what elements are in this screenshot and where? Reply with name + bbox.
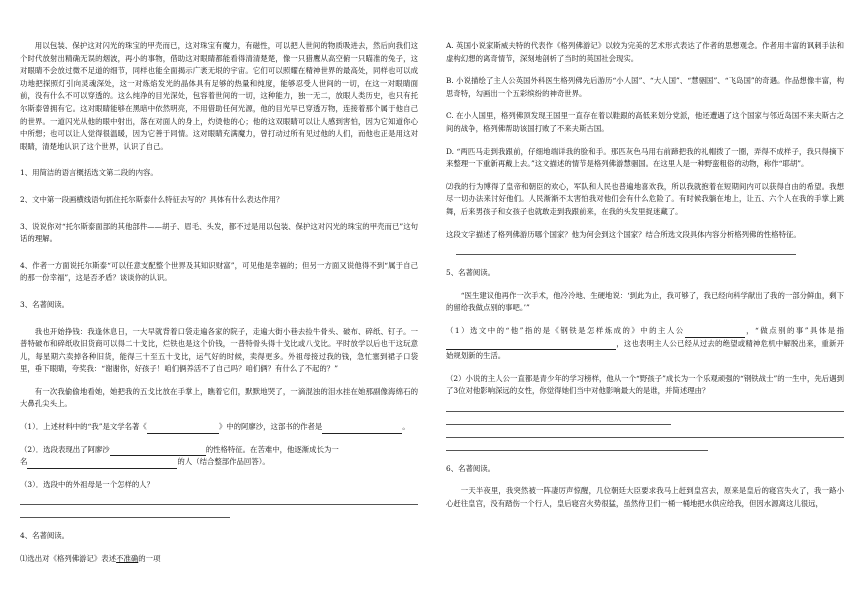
- answer-line[interactable]: [446, 437, 844, 438]
- question-2: 2、文中第一段画横线语句抓住托尔斯泰什么特征去写的？具体有什么表达作用？: [20, 194, 284, 204]
- section-heading-5: 5、名著阅读。: [446, 268, 496, 278]
- answer-line[interactable]: [456, 254, 796, 255]
- option-d: D. “两匹马走到我跟前，仔细地端详我的脸和手。那匹灰色马用右前蹄把我的礼帽拨了一圈，弄得不成样子，我只得摘下来整理一下重新再戴上去。”这文描述的情节是格列佛游慧骃国。在这里人是一种野蛮粗俗的动物，称作“耶胡”。: [446, 146, 844, 169]
- sub-question-3: （3）．选段中的外祖母是一个怎样的人？: [20, 479, 155, 489]
- question-gulliver: 这段文字描述了格列佛游历哪个国家？他为何会到这个国家？结合所选文段具体内容分析格列佛的性格特征。: [446, 229, 801, 239]
- sub-question-4-1: ⑴选出对《格列佛游记》表述不准确的一项: [20, 554, 161, 564]
- option-c: C. 在小人国里，格列佛顶发现王国里一直存在着以鞋跟的高低来划分党派，他还遭遇了这个国家与邻近岛国不来夫斯古之间的战争，格列佛帮助该国打败了不来夫斯古国。: [446, 111, 844, 133]
- answer-line[interactable]: [446, 424, 671, 425]
- sub-question-2: （2）．选段表现出了阿廖沙 的性格特征。在苦难中，他逐渐成长为一 名 的人（结合整部作品回答）。: [20, 444, 418, 469]
- answer-blank[interactable]: [110, 445, 206, 456]
- sub-question-5-1: （1）选文中的“他”指的是《钢铁是怎样炼成的》中的主人公 ，“做点别的事”具体是指，这也表明主人公已经从过去的绝望或精神危机中解脱出来，重新开始规划新的生活。: [446, 325, 845, 361]
- answer-line[interactable]: [446, 450, 708, 451]
- option-a: A. 英国小说家斯威夫特的代表作《格列佛游记》以较为完美的艺术形式表达了作者的思想观念。作者用丰富的讽刺手法和虚构幻想的离奇情节，深刻地剖析了当时的英国社会现实。: [446, 41, 844, 63]
- question-1: 1、用简洁的语言概括选文第二段的内容。: [20, 168, 158, 178]
- passage-fire: 一天半夜里，我突然被一阵凄厉声惊醒，几位朝廷大臣要求我马上赶到皇宫去，原来是皇后的寝宫失火了，我一路小心赶往皇宫，没有踏伤一个行人，皇后寝宫火势很猛，虽然侍卫们一桶一桶地把水供应给我，但因水源离这儿很远，: [446, 486, 844, 509]
- answer-line[interactable]: [20, 517, 230, 518]
- passage-gulliver: ⑵我的行为博得了皇帝和朝臣的欢心，军队和人民也普遍地喜欢我，所以我就抱着在短期间内可以获得自由的希望。我想尽一切办法来讨好他们。人民渐渐不太害怕我对他们会有什么危险了。有时候我躺在地上，让五、六个人在我的手掌上跳舞，后来男孩子和女孩子也就敢走到我跟前来，在我的头发里捉迷藏了。: [446, 181, 844, 216]
- passage-paragraph-childhood: 我也开始挣钱：我逢休息日，一大早就背着口袋走遍各家的院子，走遍大街小巷去捡牛骨头、破布、碎纸、钉子。一普特破布和碎纸收旧货商可以得二十戈比，烂铁也是这个价钱，一普特骨头得十戈比或八戈比。平时放学以后也干这玩意儿，每星期六卖掉各种旧货，能得三十至五十戈比，运气好的时候，卖得更多。外祖母接过我的钱，急忙塞到裙子口袋里，垂下眼睛，夸奖我：“谢谢你，好孩子！咱们俩养活不了自己吗？咱们俩？有什么了不起的？”: [20, 326, 418, 374]
- question-3: 3、说说你对“托尔斯泰面部的其他部件——胡子、眉毛、头发，都不过是用以包装、保护这对闪光的珠宝的甲壳而已”这句话的理解。: [20, 221, 418, 244]
- answer-line[interactable]: [20, 504, 418, 505]
- passage-steel: “医生建议他再作一次手术，他冷冷地、生硬地说：‘到此为止，我可够了，我已经向科学献出了我的一部分鲜血，剩下的留给我做点别的事吧。’”: [446, 290, 844, 313]
- passage-paragraph-grandmother: 有一次我偷偷地看她，她把我的五戈比放在手掌上，瞧着它们，默默地哭了，一滴混浊的泪水挂在她那副像海绵石的大鼻孔尖头上。: [20, 386, 418, 409]
- sub-question-1: （1）．上述材料中的“我”是文学名著《 》中的阿廖沙，这部书的作者是 。: [20, 421, 418, 434]
- left-column: [20, 40, 418, 566]
- answer-blank[interactable]: [27, 458, 177, 469]
- option-b: B. 小说描绘了主人公英国外科医生格列佛先后游历“小人国”、“大人国”、“慧骃国”、“飞岛国”的奇遇。作品想像丰富，构思奇特，勾画出一个五彩缤纷的神奇世界。: [446, 76, 844, 98]
- answer-line[interactable]: [446, 411, 844, 412]
- section-heading-3: 3、名著阅读。: [20, 299, 70, 309]
- answer-blank[interactable]: [147, 423, 219, 434]
- answer-blank[interactable]: [685, 327, 745, 338]
- answer-blank[interactable]: [446, 339, 616, 350]
- section-heading-4: 4、名著阅读。: [20, 531, 70, 541]
- question-4: 4、作者一方面说托尔斯泰“可以任意支配整个世界及其知识财富”，可见他是幸福的；但另一方面又说他得不到“属于自己的那一份幸福”，这是否矛盾？谈谈你的认识。: [20, 260, 418, 283]
- answer-blank[interactable]: [322, 423, 402, 434]
- sub-question-5-2: （2）小说的主人公一直都是青少年的学习榜样，他从一个“野孩子”成长为一个乐观顽强的“钢铁战士”的一生中，先后遇到了3位对他影响深远的女性，你觉得她们当中对他影响最大的是谁，并简述理由？: [446, 373, 844, 396]
- section-heading-6: 6、名著阅读。: [446, 463, 496, 473]
- passage-paragraph: 用以包装、保护这对闪光的珠宝的甲壳而已，这对珠宝有魔力，有磁性，可以把人世间的物质吸进去，然后向我们这个时代放射出精确无误的烟波，再小的事物，借助这对眼睛都能看得清清楚楚，像一只猎鹰从高空俯一只瞄准的兔子，这对眼睛不会放过微不足道的细节，同样也能全面揭示广袤无垠的宇宙。它们可以照耀在精神世界的最高处，同样也可以成功地把探照灯引向灵魂深处，这一对炼焰发光的晶体具有足够的热量和纯度，能够忍受人世间的一切，在这一对眼睛面前，没有什么不可以穿透的。这么纯净的目光深处，包容着世间的一切，这种能力，独一无二，放眼人类历史，也只有托尔斯泰曾拥有它。这对眼睛能够在黑暗中依然明亮，不用借助任何光源，他的目光早已穿透万物，连接着那个属于他自己的世界。一道闪光从他的眼中射出，落在对面人的身上，灼烫他的心；他的这双眼睛可以让人感到害怕，因为它知道你心中所想；也可以让人觉得很温暖，因为它善于同情。这对眼睛充满魔力，曾打动过所有见过他的人们，而他也正是用这对眼睛，清楚地认识了这个世界，认识了自己。: [20, 41, 418, 151]
- right-column: [446, 40, 844, 511]
